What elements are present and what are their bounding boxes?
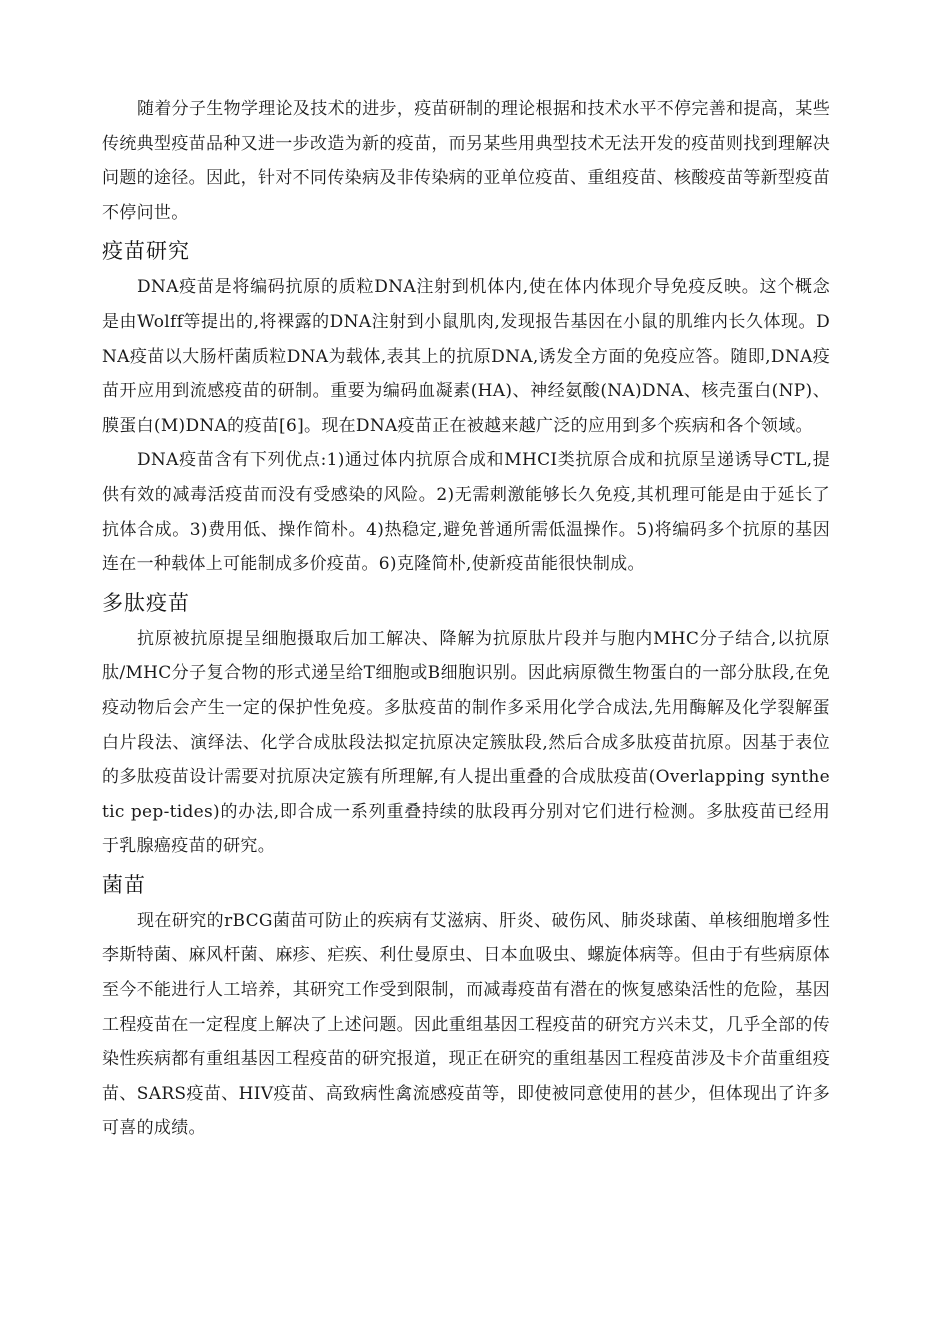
- section-peptide-vaccine: [102, 584, 830, 864]
- section-heading-peptide-vaccine: 多肽疫苗: [102, 590, 190, 615]
- paragraph-bacterial-vaccine: 现在研究的rBCG菌苗可防止的疾病有艾滋病、肝炎、破伤风、肺炎球菌、单核细胞增多性李斯特菌、麻风杆菌、麻疹、疟疾、利仕曼原虫、日本血吸虫、螺旋体病等。但由于有些病原体至今不能进行人工培养，其研究工作受到限制，而减毒疫苗有潜在的恢复感染活性的危险，基因工程疫苗在一定程度上解决了上述问题。因此重组基因工程疫苗的研究方兴未艾，几乎全部的传染性疾病都有重组基因工程疫苗的研究报道，现正在研究的重组基因工程疫苗涉及卡介苗重组疫苗、SARS疫苗、HIV疫苗、高致病性禽流感疫苗等，即使被同意使用的甚少，但体现出了许多可喜的成绩。: [102, 910, 830, 1139]
- section-heading-bacterial-vaccine: 菌苗: [102, 872, 146, 897]
- section-bacterial-vaccine: [102, 866, 830, 1146]
- paragraph-dna-vaccine-overview: DNA疫苗是将编码抗原的质粒DNA注射到机体内,使在体内体现介导免疫反映。这个概念是由Wolff等提出的,将裸露的DNA注射到小鼠肌肉,发现报告基因在小鼠的肌维内长久体现。DNA疫苗以大肠杆菌质粒DNA为载体,表其上的抗原DNA,诱发全方面的免疫应答。随即,DNA疫苗开应用到流感疫苗的研制。重要为编码血凝素(HA)、神经氨酸(NA)DNA、核壳蛋白(NP)、膜蛋白(M)DNA的疫苗[6]。现在DNA疫苗正在被越来越广泛的应用到多个疾病和各个领域。: [102, 277, 830, 436]
- intro-paragraph: 随着分子生物学理论及技术的进步，疫苗研制的理论根据和技术水平不停完善和提高，某些传统典型疫苗品种又进一步改造为新的疫苗，而另某些用典型技术无法开发的疫苗则找到理解决问题的途径。因此，针对不同传染病及非传染病的亚单位疫苗、重组疫苗、核酸疫苗等新型疫苗不停问世。: [102, 99, 830, 223]
- section-heading-vaccine-research: 疫苗研究: [102, 239, 190, 264]
- document-page: [102, 92, 830, 1146]
- paragraph-peptide-vaccine: 抗原被抗原提呈细胞摄取后加工解决、降解为抗原肽片段并与胞内MHC分子结合,以抗原肽/MHC分子复合物的形式递呈给T细胞或B细胞识别。因此病原微生物蛋白的一部分肽段,在免疫动物后会产生一定的保护性免疫。多肽疫苗的制作多采用化学合成法,先用酶解及化学裂解蛋白片段法、演绎法、化学合成肽段法拟定抗原决定簇肽段,然后合成多肽疫苗抗原。因基于表位的多肽疫苗设计需要对抗原决定簇有所理解,有人提出重叠的合成肽疫苗(Overlapping synthetic pep-tides)的办法,即合成一系列重叠持续的肽段再分别对它们进行检测。多肽疫苗已经用于乳腺癌疫苗的研究。: [102, 628, 830, 857]
- section-vaccine-research: [102, 232, 830, 581]
- paragraph-dna-vaccine-advantages: DNA疫苗含有下列优点:1)通过体内抗原合成和MHCI类抗原合成和抗原呈递诱导CTL,提供有效的减毒活疫苗而没有受感染的风险。2)无需刺激能够长久免疫,其机理可能是由于延长了抗体合成。3)费用低、操作简朴。4)热稳定,避免普通所需低温操作。5)将编码多个抗原的基因连在一种载体上可能制成多价疫苗。6)克隆简朴,使新疫苗能很快制成。: [102, 450, 830, 575]
